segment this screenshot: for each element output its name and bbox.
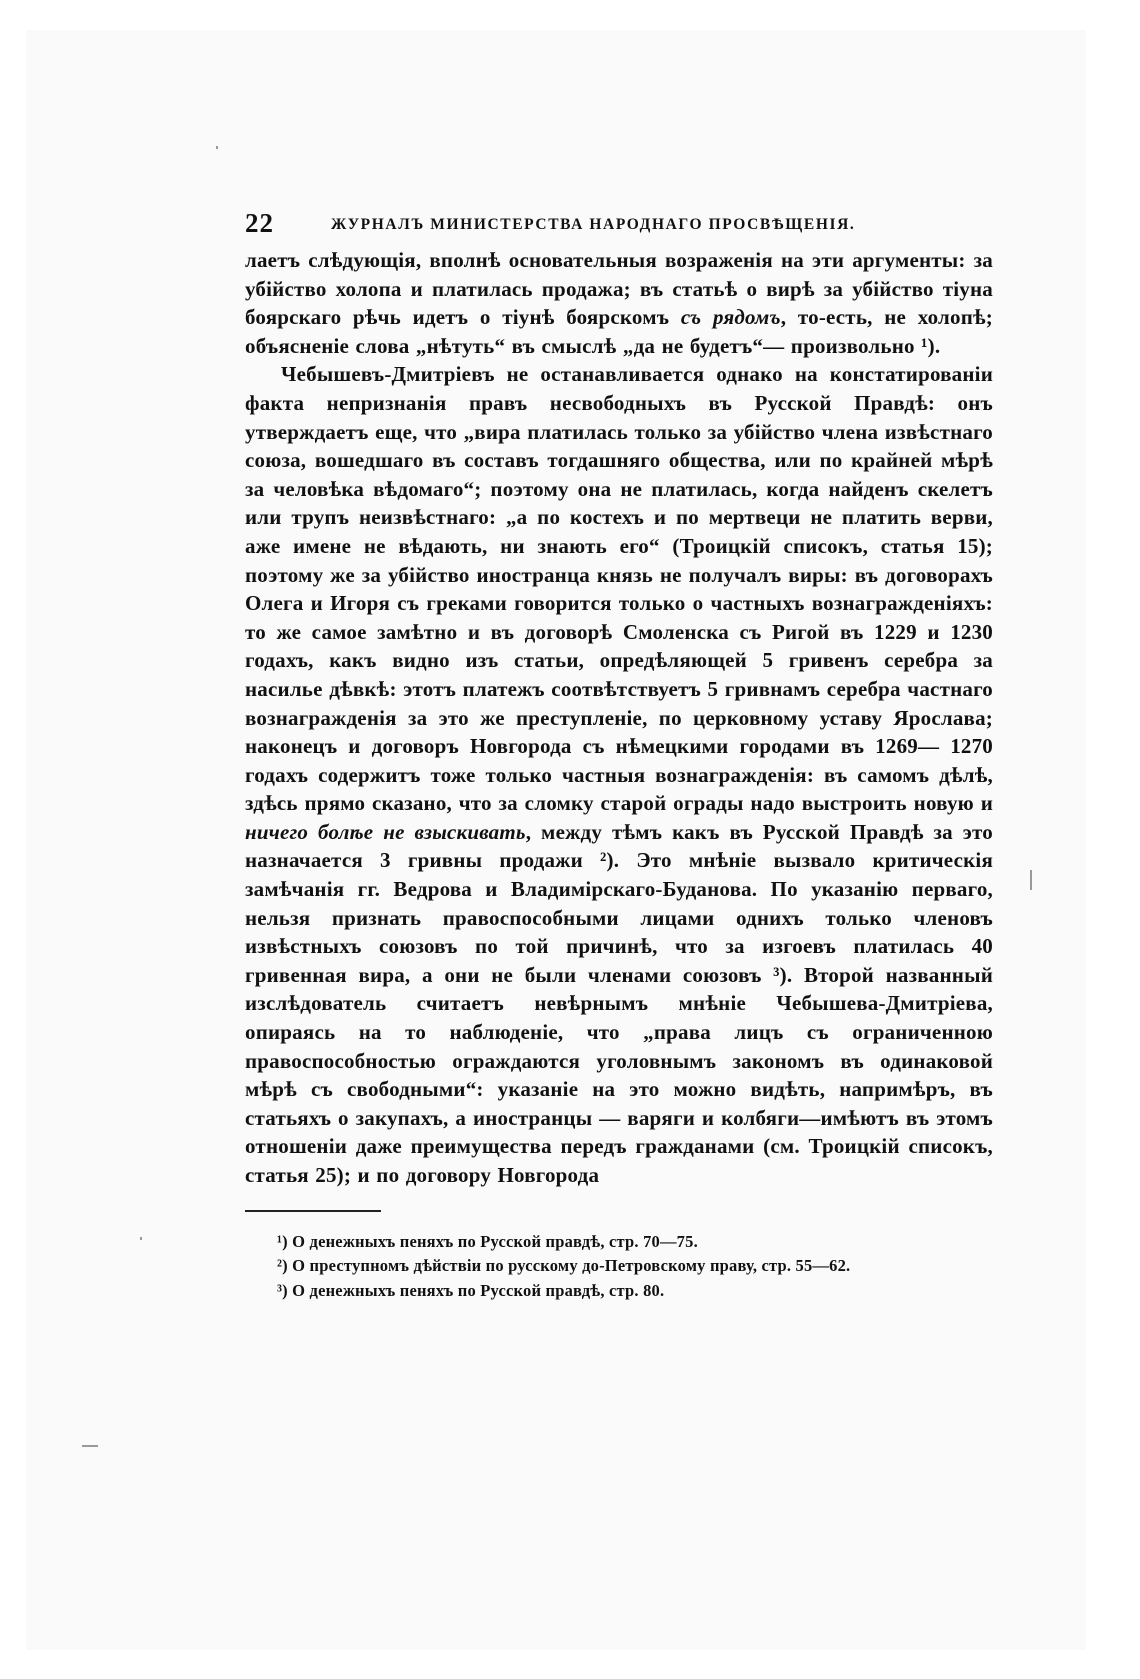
paragraph-2-text-b: , между тѣмъ какъ въ Русской Правдѣ за это назначается 3 гривны продажи ²). Это мнѣніе вызвало критическія замѣчанія гг. Ведрова и Владимірскаго-Буданова. По указанію перваго, нельзя признать правоспособными лицами однихъ только членовъ извѣстныхъ союзовъ по той причинѣ, что за изгоевъ платилась 40 гривенная вира, а они не были членами союзовъ ³). Второй названный изслѣдователь считаетъ невѣрнымъ мнѣніе Чебышева-Дмитріева, опираясь на то наблюденіе, что „права лицъ съ ограниченною правоспособностью ограждаются уголовнымъ закономъ въ одинаковой мѣрѣ съ свободными“: указаніе на это можно видѣть, напримѣръ, въ статьяхъ о закупахъ, а иностранцы — варяги и колбяги—имѣютъ въ этомъ отношеніи даже преимущества передъ гражданами (см. Троицкій списокъ, статья 25); и по договору Новгорода [245,819,993,1187]
scan-speck [216,146,218,149]
scan-speck [140,1237,142,1240]
margin-tick-right [1030,870,1032,890]
page-number: 22 [245,208,274,238]
running-head [245,208,993,246]
paragraph-1 [245,246,993,360]
paragraph-1-text-b: , то-есть, не холопѣ; объясненіе слова „нѣтуть“ въ смыслѣ „да не будетъ“— произвольно ¹). [245,305,993,358]
main-text [245,246,993,1190]
footnote-1: ¹) О денежныхъ пеняхъ по Русской правдѣ, стр. 70—75. [277,1231,698,1251]
journal-page [245,208,993,1303]
footnotes [277,1230,993,1304]
footnote-divider [245,1210,381,1212]
paragraph-2-emphasis: ничего болѣе не взыскивать [245,819,526,844]
journal-title: ЖУРНАЛЪ МИНИСТЕРСТВА НАРОДНАГО ПРОСВѢЩЕНІЯ. [331,216,856,233]
footnote-3: ³) О денежныхъ пеняхъ по Русской правдѣ, стр. 80. [277,1280,665,1300]
paragraph-1-emphasis: съ рядомъ [680,305,781,330]
margin-dash-left [82,1445,98,1447]
paragraph-2-text-a: Чебышевъ-Дмитріевъ не останавливается однако на констатированіи факта непризнанія правъ несвободныхъ въ Русской Правдѣ: онъ утверждаетъ еще, что „вира платилась только за убійство члена извѣстнаго союза, вошедшаго въ составъ тогдашняго общества, или по крайней мѣрѣ за человѣка вѣдомаго“; поэтому она не платилась, когда найденъ скелетъ или трупъ неизвѣстнаго: „а по костехъ и по мертвеци не платить верви, аже имене не вѣдають, ни знають его“ (Троицкій списокъ, статья 15); поэтому же за убійство иностранца князь не получалъ виры: въ договорахъ Олега и Игоря съ греками говорится только о частныхъ вознагражденіяхъ: то же самое замѣтно и въ договорѣ Смоленска съ Ригой въ 1229 и 1230 годахъ, какъ видно изъ статьи, опредѣляющей 5 гривенъ серебра за насилье дѣвкѣ: этотъ платежъ соотвѣтствуетъ 5 гривнамъ серебра частнаго вознагражденія за это же преступленіе, по церковному уставу Ярослава; наконецъ и договоръ Новгорода съ нѣмецкими городами въ 1269— 1270 годахъ содержитъ тоже только частныя вознагражденія: въ самомъ дѣлѣ, здѣсь прямо сказано, что за сломку старой ограды надо выстроить новую и [245,362,993,816]
footnote-2: ²) О преступномъ дѣйствіи по русскому до-Петровскому праву, стр. 55—62. [277,1256,851,1276]
paragraph-1-text-a: лаетъ слѣдующія, вполнѣ основательныя возраженія на эти аргументы: за убійство холопа и платилась продажа; въ статьѣ о вирѣ за убійство тіуна боярскаго рѣчь идетъ о тіунѣ боярскомъ [245,248,993,330]
paragraph-2 [245,360,993,1189]
